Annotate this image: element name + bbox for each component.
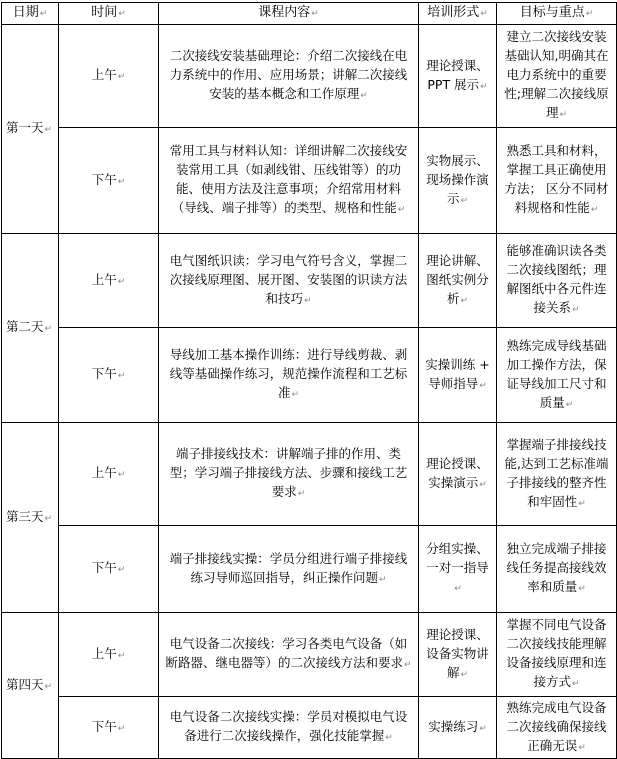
content-cell: 导线加工基本操作训练：进行导线剪裁、剥线等基础操作练习，规范操作流程和工艺标准↵ bbox=[159, 328, 419, 423]
content-cell: 端子排接线技术：讲解端子排的作用、类型；学习端子排接线方法、步骤和接线工艺要求↵ bbox=[159, 423, 419, 526]
paragraph-mark-icon: ↵ bbox=[39, 9, 48, 19]
paragraph-mark-icon: ↵ bbox=[44, 324, 53, 334]
time-cell: 上午↵ bbox=[59, 423, 159, 526]
goal-cell: 熟悉工具和材料，掌握工具正确使用方法； 区分不同材料规格和性能↵ bbox=[497, 128, 617, 234]
paragraph-mark-icon: ↵ bbox=[559, 110, 568, 120]
paragraph-mark-icon: ↵ bbox=[44, 681, 53, 692]
paragraph-mark-icon: ↵ bbox=[303, 295, 312, 306]
paragraph-mark-icon: ↵ bbox=[117, 565, 126, 575]
format-cell: 实物展示、现场操作演示↵ bbox=[419, 128, 497, 234]
paragraph-mark-icon: ↵ bbox=[291, 390, 300, 400]
content-cell: 端子排接线实操：学员分组进行端子排接线练习导师巡回指导，纠正操作问题↵ bbox=[159, 526, 419, 613]
goal-cell: 能够准确识读各类二次接线图纸；理解图纸中各元件连接关系↵ bbox=[497, 234, 617, 328]
content-cell: 电气图纸识读：学习电气符号含义，掌握二次接线原理图、展开图、安装图的识读方法和技巧↵ bbox=[159, 234, 419, 328]
format-cell: 实操训练 + 导师指导↵ bbox=[419, 328, 497, 423]
paragraph-mark-icon: ↵ bbox=[571, 305, 580, 315]
time-cell: 上午↵ bbox=[59, 25, 159, 128]
table-row bbox=[2, 423, 617, 526]
content-cell: 电气设备二次接线实操：学员对模拟电气设备进行二次接线操作，强化技能掌握↵ bbox=[159, 697, 419, 759]
content-cell: 二次接线安装基础理论：介绍二次接线在电力系统中的作用、应用场景；讲解二次接线安装的基本概念和工作原理↵ bbox=[159, 25, 419, 128]
paragraph-mark-icon: ↵ bbox=[117, 723, 126, 734]
header-date: 日期↵ bbox=[2, 3, 59, 25]
time-cell: 下午↵ bbox=[59, 328, 159, 423]
goal-cell: 掌握端子排接线技能,达到工艺标准端子排接线的整齐性和牢固性↵ bbox=[497, 423, 617, 526]
paragraph-mark-icon: ↵ bbox=[590, 205, 599, 215]
table-row bbox=[2, 328, 617, 423]
goal-cell: 熟练完成导线基础加工操作方法，保证导线加工尺寸和质量↵ bbox=[497, 328, 617, 423]
time-cell: 上午↵ bbox=[59, 234, 159, 328]
format-cell: 分组实操、一对一指导↵ bbox=[419, 526, 497, 613]
training-schedule-table bbox=[1, 2, 617, 759]
content-cell: 电气设备二次接线：学习各类电气设备（如断路器、继电器等）的二次接线方法和要求↵ bbox=[159, 613, 419, 697]
paragraph-mark-icon: ↵ bbox=[454, 584, 462, 594]
paragraph-mark-icon: ↵ bbox=[360, 91, 368, 101]
paragraph-mark-icon: ↵ bbox=[117, 470, 126, 480]
paragraph-mark-icon: ↵ bbox=[311, 9, 319, 19]
goal-cell: 建立二次接线安装基础认知,明确其在电力系统中的重要性;理解二次接线原理↵ bbox=[497, 25, 617, 128]
table-row bbox=[2, 128, 617, 234]
goal-cell: 熟练完成电气设备二次接线确保接线正确无误↵ bbox=[497, 697, 617, 759]
paragraph-mark-icon: ↵ bbox=[117, 650, 126, 661]
paragraph-mark-icon: ↵ bbox=[378, 574, 387, 585]
paragraph-mark-icon: ↵ bbox=[578, 498, 586, 509]
time-cell: 下午↵ bbox=[59, 128, 159, 234]
paragraph-mark-icon: ↵ bbox=[385, 733, 393, 743]
paragraph-mark-icon: ↵ bbox=[479, 723, 487, 734]
paragraph-mark-icon: ↵ bbox=[44, 125, 53, 135]
paragraph-mark-icon: ↵ bbox=[585, 9, 594, 19]
paragraph-mark-icon: ↵ bbox=[578, 742, 586, 753]
paragraph-mark-icon: ↵ bbox=[479, 380, 487, 391]
format-cell: 理论授课、设备实物讲解↵ bbox=[419, 613, 497, 697]
day-cell: 第三天↵ bbox=[2, 423, 59, 613]
format-cell: 实操练习↵ bbox=[419, 697, 497, 759]
paragraph-mark-icon: ↵ bbox=[565, 399, 574, 410]
table-row bbox=[2, 697, 617, 759]
paragraph-mark-icon: ↵ bbox=[117, 72, 126, 82]
day-cell: 第四天↵ bbox=[2, 613, 59, 759]
time-cell: 上午↵ bbox=[59, 613, 159, 697]
table-row bbox=[2, 613, 617, 697]
header-goal: 目标与重点↵ bbox=[497, 3, 617, 25]
paragraph-mark-icon: ↵ bbox=[460, 669, 469, 680]
paragraph-mark-icon: ↵ bbox=[460, 195, 469, 206]
header-content: 课程内容↵ bbox=[159, 3, 419, 25]
paragraph-mark-icon: ↵ bbox=[397, 205, 406, 215]
paragraph-mark-icon: ↵ bbox=[480, 9, 488, 19]
header-row bbox=[2, 3, 617, 25]
paragraph-mark-icon: ↵ bbox=[403, 660, 412, 670]
paragraph-mark-icon: ↵ bbox=[571, 679, 580, 689]
time-cell: 下午↵ bbox=[59, 526, 159, 613]
paragraph-mark-icon: ↵ bbox=[460, 295, 469, 306]
format-cell: 理论授课、PPT 展示↵ bbox=[419, 25, 497, 128]
day-cell: 第一天↵ bbox=[2, 25, 59, 234]
paragraph-mark-icon: ↵ bbox=[480, 81, 488, 92]
header-format: 培训形式↵ bbox=[419, 3, 497, 25]
paragraph-mark-icon: ↵ bbox=[578, 584, 586, 594]
format-cell: 理论讲解、图纸实例分析↵ bbox=[419, 234, 497, 328]
paragraph-mark-icon: ↵ bbox=[297, 489, 306, 499]
table-row bbox=[2, 234, 617, 328]
paragraph-mark-icon: ↵ bbox=[44, 513, 53, 524]
paragraph-mark-icon: ↵ bbox=[117, 176, 126, 187]
paragraph-mark-icon: ↵ bbox=[117, 276, 126, 287]
paragraph-mark-icon: ↵ bbox=[479, 479, 487, 490]
table-row bbox=[2, 25, 617, 128]
day-cell: 第二天↵ bbox=[2, 234, 59, 423]
goal-cell: 独立完成端子排接线任务提高接线效率和质量↵ bbox=[497, 526, 617, 613]
goal-cell: 掌握不同电气设备二次接线技能理解设备接线原理和连接方式↵ bbox=[497, 613, 617, 697]
header-time: 时间↵ bbox=[59, 3, 159, 25]
paragraph-mark-icon: ↵ bbox=[118, 9, 126, 19]
paragraph-mark-icon: ↵ bbox=[117, 371, 126, 381]
time-cell: 下午↵ bbox=[59, 697, 159, 759]
format-cell: 理论授课、实操演示↵ bbox=[419, 423, 497, 526]
table-row bbox=[2, 526, 617, 613]
content-cell: 常用工具与材料认知：详细讲解二次接线安装常用工具（如剥线钳、压线钳等）的功能、使用方法及注意事项；介绍常用材料（导线、端子排等）的类型、规格和性能↵ bbox=[159, 128, 419, 234]
